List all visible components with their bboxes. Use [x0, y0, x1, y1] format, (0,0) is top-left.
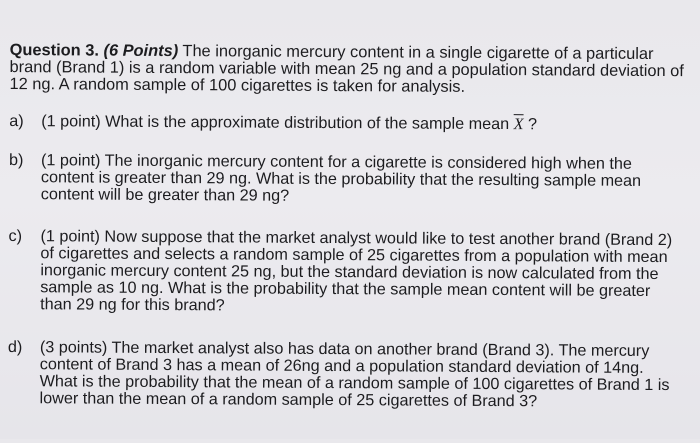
- question-label: Question 3.: [9, 41, 100, 60]
- part-a-body: [41, 113, 681, 134]
- part-a-tail: ?: [523, 115, 538, 134]
- sample-mean-symbol: $\overline{X}$: [513, 115, 524, 134]
- part-d-text: (3 points) The market analyst also has data on another brand (Brand 3). The mercury content of Brand 3 has a mean of 26ng and a population standard deviation of 14ng. What is the probability that the mean of a random sample of 100 cigarettes of Brand 1 is lower than the mean of a random sample of 25 cigarettes of Brand 3?: [39, 338, 670, 411]
- part-d-letter: d): [7, 338, 23, 357]
- part-b-text: (1 point) The inorganic mercury content for a cigarette is considered high when the content is greater than 29 ng. What is the probability that the resulting sample mean content will be greater than 29 ng?: [40, 151, 642, 205]
- part-a-text: (1 point) What is the approximate distribution of the sample mean: [41, 112, 510, 134]
- part-a-letter: a): [9, 112, 24, 131]
- question-points: (6 Points): [103, 41, 179, 61]
- part-a: [9, 113, 699, 134]
- part-c-letter: c): [8, 227, 23, 246]
- part-c-text: (1 point) Now suppose that the market analyst would like to test another brand (Brand 2) of cigarettes and selects a random sample of 25 cigarettes from a population with mean inorganic mercury content 25 ng, but the standard deviation is now calculated from the sample as 10 ng. What is the probability that the sample mean content will be greater than 29 ng for this brand?: [40, 227, 673, 315]
- part-b: [9, 152, 699, 207]
- part-c: [8, 228, 699, 317]
- part-b-letter: b): [8, 151, 24, 170]
- question-text: The inorganic mercury content in a single cigarette of a particular brand (Brand 1) is a random variable with mean 25 ng and a population standard deviation of 12 ng. A random sample of 100 cigarettes is taken for analysis.: [9, 42, 684, 96]
- part-d: [8, 339, 698, 411]
- question-intro: [9, 42, 697, 97]
